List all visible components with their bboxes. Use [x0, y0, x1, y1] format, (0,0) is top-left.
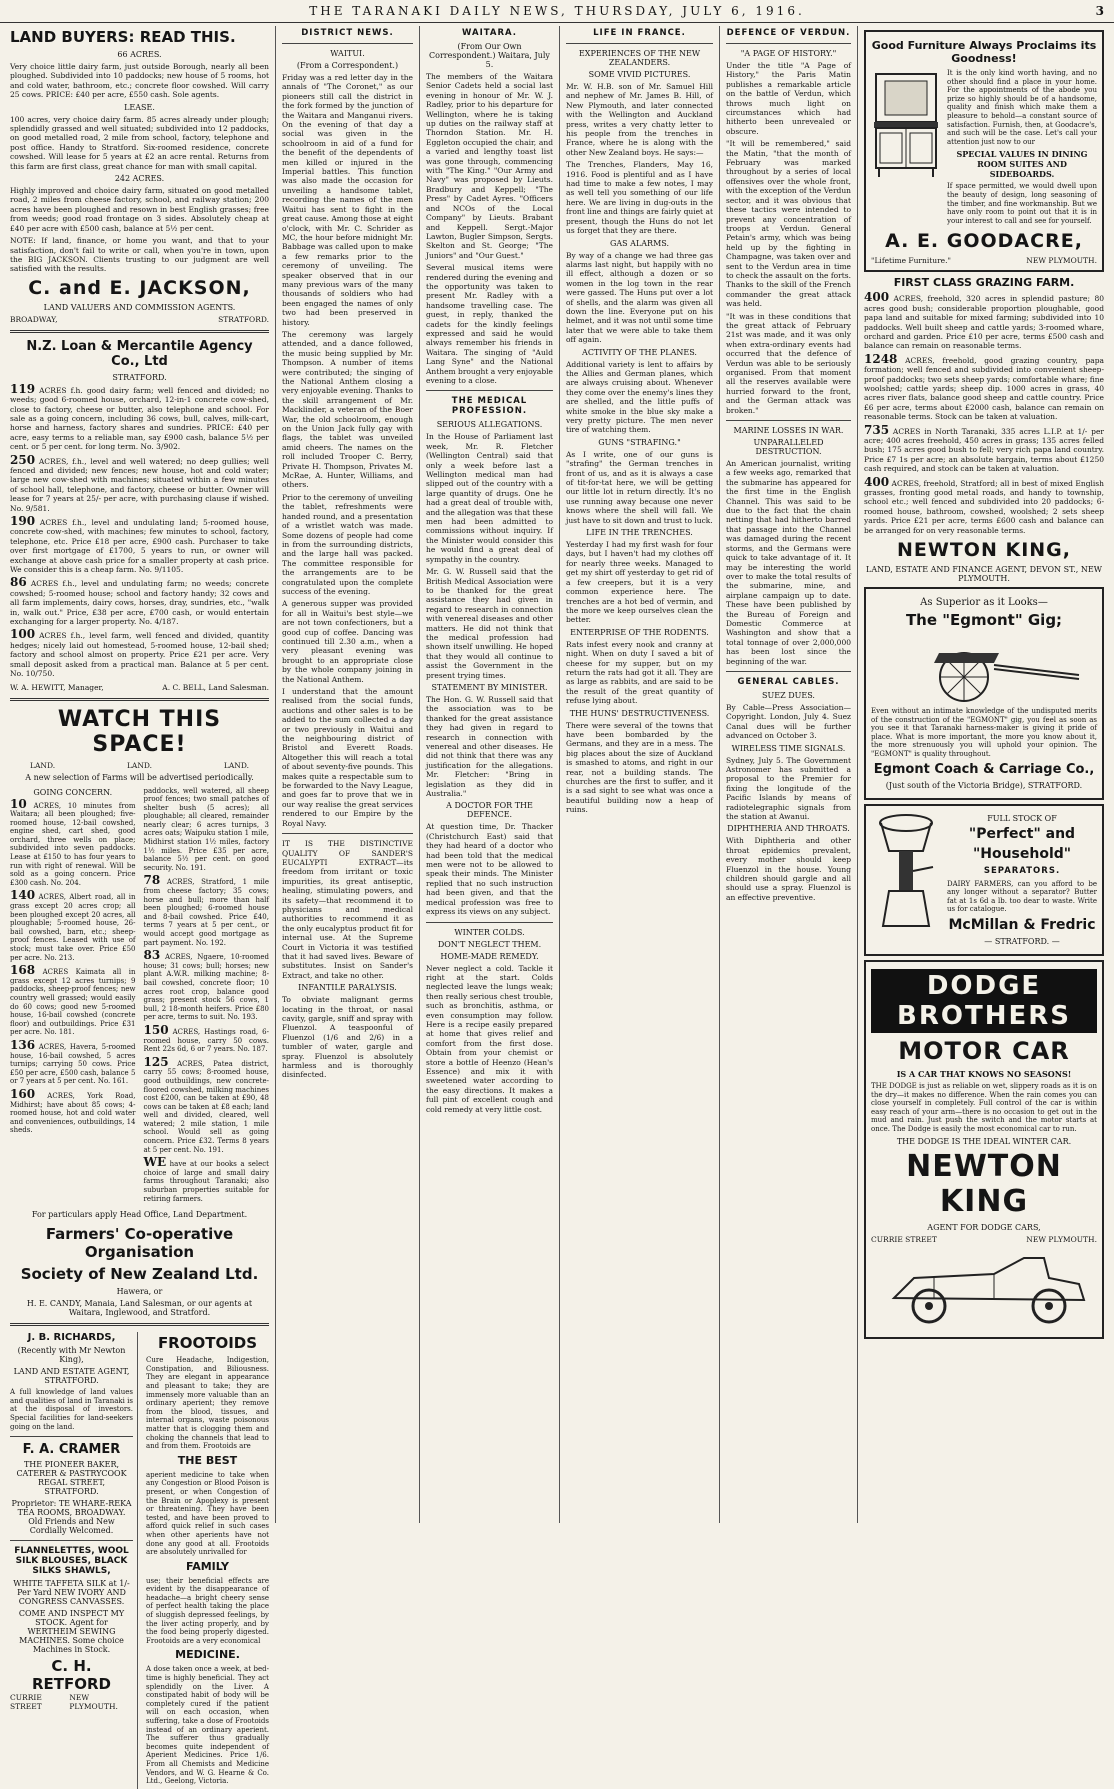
france-heading: LIFE IN FRANCE. [593, 28, 686, 38]
article-paragraph: The members of the Waitara Senior Cadets held a social last evening in honour of Mr. W. J. Radley, prior to his departure for Wellington, where he is taking up duties on the railway staff at Thorndon Station. Mr. H. Eggleton occupied the chair, and a varied and lengthy toast list was gone through, commencing with "The King." "Our Army and Navy" was proposed by Lieuts. Bradbury and Keppell; "The Press" by Cadet Ayres. "Officers and NCOs of the Local Company" by Lieuts. Brabant and Keppell. Sergt.-Major Lawton, Bugler Simpson, Sergts. Skelton and St. George; "The Juniors" and "Our Guest." [426, 72, 553, 260]
gas-text: By way of a change we had three gas alarms last night, but happily with no ill effect, although a dozen or so women in the log town in the rear were gassed. The Huns put over a lot of shells, and the alarm was given all down the line. Everyone put on his helmet, and it was not until some time later that we were able to take them off again. [566, 250, 713, 345]
grazing-heading: FIRST CLASS GRAZING FARM. [893, 276, 1075, 290]
egmont-ad [864, 587, 1104, 800]
article-paragraph: Mr. G. W. Russell said that the British Medical Association were to be thanked for the great assistance they had given in regard to research in connection with venereal diseases and other matters. He did not think that the medical profession had shown itself unwilling. He hoped that they would all continue to assist the Government in the present trying times. [426, 567, 553, 680]
marine-text: An American journalist, writing a few weeks ago, remarked that the submarine has appeared for the first time in the English Channel. This was said to be due to the fact that the chain netting that had hitherto barred that passage into the Channel was damaged during the recent storms, and the Germans were quick to take advantage of it. It may be interesting the world over to make the total results of the submarine, mine, and airplane campaign up to date. These have been published by the Bureau of Foreign and Domestic Commerce at Washington and show that a total tonnage of over 2,000,000 has been lost since the beginning of the war. [726, 459, 851, 666]
watch-listings [10, 785, 269, 1208]
listing: 83 ACRES, Ngaere, 10-roomed house; 31 cows; bull; horses; new plant A.W.R. milking machine; 8-bail cowshed, concrete floor; 10 acres root crop, balance good grass; present stock 56 cows, 1 bull, 2 18-month heifers. Price £80 per acre, terms to suit. No. 193. [143, 948, 269, 1022]
going-concern: GOING CONCERN. [33, 787, 113, 797]
land-word: LAND. [126, 760, 153, 770]
statement-heading: STATEMENT BY MINISTER. [431, 682, 548, 692]
nzloan-listings [10, 381, 269, 679]
nzloan-sub: STRATFORD. [112, 372, 167, 382]
bottom-ads [10, 1332, 269, 1789]
statement-text: The Hon. G. W. Russell said that the association was to be thanked for the great assistance they had given in regard to research in connection with venereal and other diseases. He did not think that there was any justification for the allegations. Mr. Fletcher: "Bring in legislation as they did in Australia." [426, 694, 553, 799]
column-advertisements [858, 26, 1110, 1523]
listing: 160 ACRES, York Road, Midhirst; have about 85 cows; 4-roomed house, hot and cold water and conveniences, outbuildings, 14 sheds. [10, 1086, 136, 1135]
planes-text: Additional variety is lent to affairs by the Allies and German planes, which are always cruising about. Whenever they come over the enemy's lines they are shelled, and the little puffs of white smoke in the blue sky make a very pretty picture. The men never tire of watching them. [566, 359, 713, 435]
verdun-heading: DEFENCE OF VERDUN. [726, 28, 851, 38]
enterprise-heading: ENTERPRISE OF THE RODENTS. [570, 627, 709, 637]
winter-sub-2: HOME-MADE REMEDY. [440, 951, 539, 961]
retford-address [10, 1693, 133, 1711]
land-word: LAND. [223, 760, 249, 770]
richards-sub: (Recently with Mr Newton King), [17, 1346, 126, 1365]
watch-intro: A new selection of Farms will be advertised periodically. [25, 772, 254, 782]
column-district-news [276, 26, 420, 1523]
mcmillan-town: — STRATFORD. — [984, 937, 1060, 946]
gig-illustration [884, 633, 1084, 703]
article-paragraph: Under the title "A Page of History," the Paris Matin publishes a remarkable article on the battle of Verdun, which throws much light on circumstances which had hitherto been unrevealed or obscure. [726, 61, 851, 136]
a66-title: 66 ACRES. [117, 50, 162, 59]
guns-heading: GUNS "STRAFING." [598, 437, 681, 447]
verdun-sub: "A PAGE OF HISTORY." [740, 49, 837, 58]
retford-street: CURRIE STREET [10, 1693, 42, 1712]
jackson-sub: LAND VALUERS AND COMMISSION AGENTS. [43, 302, 236, 312]
motor-ideal: THE DODGE IS THE IDEAL WINTER CAR. [896, 1136, 1072, 1146]
infantile-text: To obviate malignant germs locating in the throat, or nasal cavity, gargle, sniff and spray with Fluenzol. A teaspoonful of Fluenzol (1/6 and 2/6) in a tumbler of water, gargle and spray. Fluenzol is absolutely harmless and is thoroughly disinfected. [282, 995, 413, 1080]
sanders-ad: IT IS THE DISTINCTIVE QUALITY OF SANDER'S EUCALYPTI EXTRACT—its freedom from irritant or toxic impurities, its great antiseptic, healing, stimulating powers, and its safety—that recommend it to physicians and medical authorities to recommend it as the only eucalyptus product fit for internal use. At the Supreme Court in Victoria it was testified that it had saved lives. Beware of substitutes. Insist on Sander's Extract, and take no other. [282, 839, 413, 980]
article-paragraph: A generous supper was provided for all in Waitui's best style—we are not town confectioners, but a good cup of coffee. Dancing was continued till 2.30 a.m., when a very pleasant evening was brought to an appropriate close by the whole company joining in the National Anthem. [282, 599, 413, 684]
flannel-text-2: COME AND INSPECT MY STOCK. Agent for WERTHEIM SEWING MACHINES. Some choice Machines in Stock. [18, 1609, 125, 1655]
lease-text: 100 acres, very choice dairy farm. 85 acres already under plough; splendidly grassed and well situated; subdivided into 12 paddocks, on good metalled road, 2 mile from school, factory, telephone and post office. Handy to Stratford. Six-roomed residence, concrete cowshed. Will lease for 5 years at £2 an acre rental. Returns from this farm are first class, great chance for man with small capital. [10, 114, 269, 171]
newton-king-heading: NEWTON KING, [897, 539, 1071, 562]
lease-title: LEASE. [124, 102, 155, 112]
farmers-signature: H. E. CANDY, Manaia, Land Salesman, or our agents at Waitara, Inglewood, and Stratford. [26, 1299, 253, 1318]
guns-text: As I write, one of our guns is "strafing" the German trenches in front of us, and as it is always a case of tit-for-tat here, we will be getting our little lot in return directly. It's no use running away because one never knows where the shell will fall. We just have to sit down and trust to luck. [566, 449, 713, 525]
jackson-name: C. and E. JACKSON, [28, 276, 251, 299]
article-paragraph: I understand that the amount realised from the social funds, auctions and other sales is to be added to the sum collected a day or two previously in Waitui and the neighbouring district of Bristol and Everett Roads. Altogether this will reach a total of about seventy-five pounds. This makes quite a respectable sum to be forwarded to the Navy League, and goes far to prove that we in our way realise the great services rendered to our Empire by the Royal Navy. [282, 687, 413, 828]
furniture-heading: Good Furniture Always Proclaims its Goodness! [871, 39, 1097, 65]
gas-heading: GAS ALARMS. [609, 238, 669, 248]
enterprise-text: Rats infest every nook and cranny at night. When on duty I saved a bit of cheese for my supper, but on my return the rats had got it all. They are as large as rabbits, and are said to be the result of the great quantity of refuse lying about. [566, 639, 713, 706]
france-sub: EXPERIENCES OF THE NEW ZEALANDERS. [578, 49, 701, 67]
separator-perfect: "Perfect" and [968, 825, 1076, 842]
goodacre-town: NEW PLYMOUTH. [1026, 256, 1097, 266]
article-paragraph: Several musical items were rendered during the evening and the opportunity was taken to present Mr. Radley with a handsome travelling case. The guest, in reply, thanked the cadets for the kindly feelings expressed and said he would always remember his friends in Waitara. The singing of "Auld Lang Syne" and the National Anthem brought a very enjoyable evening to a close. [426, 263, 553, 385]
marine-heading: MARINE LOSSES IN WAR. [733, 426, 844, 436]
nzloan-heading: N.Z. Loan & Mercantile Agency Co., Ltd [26, 338, 253, 369]
listing: 250 ACRES, f.h., level and well watered; no deep gullies; well fenced and divided; new fences; new house, hot and cold water; large new cow-shed with machines; situated within a few minutes of school hall, telephone, and factory, cheese or butter. Owner will lease for 7 years at 25/- per acre, with purchasing clause if wished. No. 9/581. [10, 452, 269, 513]
listing: 168 ACRES Kaimata all in grass except 12 acres turnips; 9 paddocks, sheep-proof fences; new country well grassed; would easily do 60 cows; good new 5-roomed house, 16-bail cowshed (concrete floor) and outbuildings. Price £31 per acre. No. 181. [10, 963, 136, 1037]
retford-town: NEW PLYMOUTH. [69, 1693, 118, 1712]
newton-king-dodge-sub: AGENT FOR DODGE CARS, [927, 1222, 1041, 1232]
trenches-heading: LIFE IN THE TRENCHES. [586, 528, 693, 538]
farmers-heading-2: Society of New Zealand Ltd. [20, 1265, 259, 1284]
masthead-title: THE TARANAKI DAILY NEWS, THURSDAY, JULY 6, 1916. [309, 4, 805, 18]
medical-heading: THE MEDICAL PROFESSION. [451, 396, 528, 417]
flannel-text: WHITE TAFFETA SILK at 1/- Per Yard NEW IVORY AND CONGRESS CANVASSES. [13, 1579, 130, 1607]
salesman-name: A. C. BELL, Land Salesman. [162, 682, 269, 692]
farmers-sub: Hawera, or [116, 1287, 163, 1297]
dodge-street: CURRIE STREET [871, 1234, 937, 1244]
separator-full: FULL STOCK OF [987, 813, 1057, 823]
waitui-heading: WAITUI. [330, 49, 365, 58]
frootoids-family: FAMILY [185, 1559, 230, 1573]
motor-sub: IS A CAR THAT KNOWS NO SEASONS! [896, 1069, 1072, 1079]
column-waitara [420, 26, 560, 1523]
article-paragraph: Friday was a red letter day in the annals of "The Coronet," as our pioneers still call the district in the fork formed by the junction of the Waitara and Manganui rivers. On the evening of that day a social was given in the schoolroom in aid of a fund for the benefit of the dependents of men killed or injured in the Imperial battles. This function was also made the occasion for unveiling a handsome tablet, recording the names of the men Waitui has sent to fight in the great cause. Among those at eight o'clock, with Mr. C. Schrider as MC, the hour before midnight Mr. Babbage was called upon to make a few remarks prior to the ceremony of unveiling. The speaker observed that in our many previous wars of the many thousands of soldiers who had been engaged the names of only two had been preserved in history. [282, 73, 413, 327]
goodacre-ad [864, 30, 1104, 272]
nzloan-signature [10, 683, 269, 692]
mcmillan-name: McMillan & Fredric [948, 917, 1096, 933]
winter-sub: DON'T NEGLECT THEM. [437, 939, 542, 949]
frootoids-text-1: Cure Headache, Indigestion, Constipation, and Biliousness. They are elegant in appearance and pleasant to take; they are immensely more valuable than an ordinary aperient; they remove from the blood, tissues, and internal organs, waste poisonous matter that is clogging them and choking the channels that lead to and from them. Frootoids are [146, 1356, 269, 1451]
listing: 1248 ACRES, freehold, good grazing country, papa formation; well fenced and subdivided into convenient sheep-proof paddocks; two sets sheep yards; comfortable whare; fine woolshed; cattle yards; sheep dip. 1000 acres in grass, 40 acres river flats, balance good sheep and cattle country. Price £6 per acre, terms about £2000 cash, balance can remain on reasonable terms. Stock can be taken at valuation. [864, 351, 1104, 422]
suez-heading: SUEZ DUES. [762, 690, 815, 700]
listing: 78 ACRES, Stratford, 1 mile from cheese factory; 35 cows; horse and bull; more than half been ploughed; 6-roomed house and 8-bail cowshed. Price £40, terms 7 years at 5 per cent., or would accept good mortgage as part payment. No. 192. [143, 873, 269, 947]
goodacre-slogan: "Lifetime Furniture." [871, 256, 951, 266]
article-paragraph: The Trenches, Flanders, May 16, 1916. Food is plentiful and as I have had time to make a few notes, I may as well tell you something of our life here. We are living in dug-outs in the front line and things are fairly quiet at present, though the Huns do not let us forget that they are there. [566, 160, 713, 236]
dodge-ad [864, 960, 1104, 1339]
land-buyers-heading: LAND BUYERS: READ THIS. [10, 28, 236, 46]
a242-text: Highly improved and choice dairy farm, situated on good metalled road, 2 miles from cheese factory, school, and railway station; 200 acres have been ploughed and resown in best English grasses; free from weeds; good road frontage on 3 sides. Absolutely cheap at £40 per acre with £500 cash, balance at 5½ per cent. [10, 186, 269, 233]
huns-text: There were several of the towns that have been bombarded by the Germans, and they are in a mess. The big places about the size of Auckland is smashed to atoms, and right in our rear, not a building stands. The churches are the first to suffer, and it is a sad sight to see what was once a beautiful building now a heap of ruins. [566, 720, 713, 815]
jackson-address-right: STRATFORD. [218, 314, 269, 324]
motor-text: THE DODGE is just as reliable on wet, slippery roads as it is on the dry—it makes no difference. When the rain comes you can close yourself in completely. Full control of the car is within easy reach of your arm—there is no occasion to get out in the mud and rain. Just push the switch and the motor starts at once. The Dodge is easily the most economical car to run. [871, 1082, 1097, 1133]
listing: 735 ACRES in North Taranaki, 335 acres L.I.P. at 1/- per acre; 400 acres freehold, 450 acres in grass; 135 acres felled bush; 175 acres good bush to fell; very rich papa land country. Price £7 1s per acre; an absolute bargain, terms about £1250 cash required, and stock can be taken at valuation. [864, 422, 1104, 474]
sideboard-illustration [871, 69, 941, 179]
winter-text: Never neglect a cold. Tackle it right at the start. Colds neglected leave the lungs weak; then really serious chest trouble, such as bronchitis, asthma, or even consumption may follow. Here is a recipe easily prepared at home that gives relief and comfort from the first dose. Obtain from your chemist or store a bottle of Heenzo (Hean's Essence) and mix it with sweetened water according to the easy directions. It makes a full pint of excellent cough and cold remedy at very little cost. [426, 963, 553, 1114]
diph-heading: DIPHTHERIA AND THROATS. [727, 824, 850, 834]
waitara-from: (From Our Own Correspondent.) Waitara, July 5. [429, 42, 550, 69]
listing: 125 ACRES, Patea district, carry 55 cows; 8-roomed house, good outbuildings, new concrete-floored cowshed, milking machines cost £200, can be taken at £90, 48 cows can be taken at £8 each; land well and divided, cleared, well watered; 2 mile station, 1 mile school. Would sell as going concern. Price £32. Terms 8 years at 5 per cent. No. 191. [143, 1054, 269, 1154]
egmont-company: Egmont Coach & Carriage Co., [873, 761, 1095, 777]
jackson-note: NOTE: If land, finance, or home you want, and that to your satisfaction, don't fail to write or call, when you're in town, upon the BIG JACKSON. Clients trusting to our judgment are well satisfied with the results. [10, 236, 269, 274]
winter-heading: WINTER COLDS. [454, 927, 525, 937]
frootoids-medicine: MEDICINE. [175, 1648, 240, 1662]
a66-text: Very choice little dairy farm, just outside Borough, nearly all been ploughed. Subdivided into 10 paddocks; new house of 5 rooms, hot and cold water, bathroom, etc.; concrete floor cowshed. Will carry 25 cows. PRICE: £40 per acre, £550 cash. Sole agents. [10, 62, 269, 100]
listing: WE have at our books a select choice of large and small dairy farms throughout Taranaki; also suburban properties suitable for retiring farmers. [143, 1155, 269, 1203]
listing: 10 ACRES, 10 minutes from Waitara; all been ploughed; five-roomed house, 12-bail cowshed, engine shed, cart shed, good orchard, three wells on place; subdivided into seven paddocks. Lease at £150 to has four years to run with right of renewal. Will be sold as a going concern. Price £300 cash. No. 204. [10, 796, 136, 887]
doctor-heading: A DOCTOR FOR THE DEFENCE. [446, 801, 533, 820]
richards-name: J. B. RICHARDS, [27, 1332, 116, 1344]
jackson-address [10, 315, 269, 324]
waitui-from: (From a Correspondent.) [296, 61, 399, 70]
article-paragraph: "It was in these conditions that the great attack of February 21st was made, and it was only when extra-ordinary events had occurred that the defence of Verdun was able to be seriously organised. From that moment all the reserves available were hurried forward to the front, and the German attack was broken." [726, 311, 851, 415]
a242-title: 242 ACRES. [114, 174, 165, 184]
listing: 400 ACRES, freehold, Stratford; all in best of mixed English grasses, fronting good metal roads, and handy to township, school etc.; well fenced and subdivided into 20 paddocks; 6-roomed house, bathroom, cowshed, woolshed; 2 sets sheep yards. Price £21 per acre, terms £600 cash and balance can be arranged for on very reasonable terms. [864, 474, 1104, 535]
frootoids-best: THE BEST [177, 1453, 238, 1467]
wireless-text: Sydney, July 5. The Government Astronomer has submitted a proposal to the Premier for fixing the longitude of the Pacific Islands by means of radiotelegraphic signals from the station at Awanui. [726, 755, 851, 822]
furniture-special: SPECIAL VALUES IN DINING ROOM SUITES AND SIDEBOARDS. [956, 149, 1088, 180]
listing: 100 ACRES f.h., level farm, well fenced and divided, quantity hedges; nicely laid out homestead, 5-roomed house, 12-bail shed; factory and school almost on property. Price £21 per acre. Very small deposit asked from a practical man. Balance at 5 per cent. No. 10/750. [10, 627, 269, 679]
richards-text: A full knowledge of land values and qualities of land in Taranaki is at the disposal of investors. Special facilities for land-seekers going on the land. [10, 1388, 133, 1431]
listing: 119 ACRES f.h. good dairy farm; well fenced and divided; no weeds; good 6-roomed house, orchard, 12-in-1 concrete cow-shed, close to factory, cheese or butter, also telephone and school. For sale as a going concern, including 36 cows, bull, calves, milk-cart, horse and harness, factory shares and sundries. PRICE: £40 per acre, easy terms to a reliable man, say £900 cash, balance 5½ per cent. or 5 per cent. for long term. No. 3/902. [10, 381, 269, 452]
separator-word: SEPARATORS. [983, 865, 1061, 876]
egmont-text: Even without an intimate knowledge of the undisputed merits of the construction of the "EGMONT" gig, you feel as soon as you see it that Taranaki harness-maker is giving it pride of place. What is more important, the more you know about it, the more strenuously you will uphold your opinion. The "EGMONT" is quality throughout. [871, 707, 1097, 759]
france-sub-2: SOME VIVID PICTURES. [588, 70, 691, 79]
doctor-text: At question time, Dr. Thacker (Christchurch East) said that they had heard of a doctor who had been told that the medical men were not to be allowed to speak their minds. The Minister replied that no such instruction had been given, and that the medical profession was free to express its views on any subject. [426, 822, 553, 917]
wireless-heading: WIRELESS TIME SIGNALS. [731, 743, 846, 753]
listing: 400 ACRES, freehold, 320 acres in splendid pasture; 80 acres good bush; considerable proportion ploughable, good papa land and suitable for mixed farming; subdivided into 10 paddocks. Well built sheep and cattle yards; 3-roomed whare, orchard and garden. Price £10 per acre, terms £500 cash and balance can remain on reasonable terms. [864, 290, 1105, 351]
furniture-text: It is the only kind worth having, and no other should find a place in your home. For the appointments of the abode you prize so highly should be of a handsome, quality and finish which make them a pleasure to behold—a constant source of satisfaction. Furnish, then, at Goodacre's, and such will be the case. Let's call your attention just now to our [947, 69, 1097, 146]
egmont-address: (Just south of the Victoria Bridge), STRATFORD. [885, 780, 1083, 790]
watch-heading: WATCH THIS SPACE! [57, 706, 222, 757]
newton-king-dodge-address [871, 1235, 1097, 1244]
flannel-heading: FLANNELETTES, WOOL SILK BLOUSES, BLACK SILKS SHAWLS, [14, 1546, 129, 1577]
column-classifieds [4, 26, 276, 1786]
cramer-prop: Proprietor: TE WHARE-REKA TEA ROOMS, BROADWAY. Old Friends and New Cordially Welcomed. [11, 1499, 132, 1536]
planes-heading: ACTIVITY OF THE PLANES. [582, 347, 697, 357]
article-paragraph: Prior to the ceremony of unveiling the tablet, refreshments were handed round, and a presentation of a wristlet watch was made. Some dozens of people had come in from the surrounding districts, and the large hall was packed. The committee responsible for the arrangements are to be congratulated upon the complete success of the evening. [282, 492, 413, 596]
cramer-sub: THE PIONEER BAKER, CATERER & PASTRYCOOK REGAL STREET, STRATFORD. [16, 1460, 127, 1497]
article-paragraph: In the House of Parliament last week, Mr. R. Fletcher (Wellington Central) said that only a week before last a Wellington medical man had slipped out of the country with a large quantity of drugs. One he had a great deal of trouble with, and the allegation was that these men had been admitted to commissions without inquiry. If the Minister would consider this he would find a great deal of sympathy in the country. [426, 432, 553, 564]
listing: 190 ACRES f.h., level and undulating land; 5-roomed house, concrete cow-shed, with machines; few minutes to school, factory, telephone, etc. Price £18 per acre, £900 cash. Purchaser to take over first mortgage of £1700, 5 years to run, or owner will exchange at above cash price for a smaller property at cash price. We consider this is a cheap farm. No. 9/1105. [10, 514, 269, 575]
newton-king-sub: LAND, ESTATE AND FINANCE AGENT, DEVON ST., NEW PLYMOUTH. [866, 565, 1102, 584]
motor-car-illustration [874, 1248, 1094, 1328]
goodacre-footer [871, 256, 1097, 265]
district-news-heading: DISTRICT NEWS. [301, 28, 394, 38]
egmont-tagline: As Superior as it Looks— [920, 597, 1048, 609]
listing: paddocks, well watered, all sheep proof fences; two small patches of shelter bush (5 acres); all ploughable; all cleared, remainder nearly clear; 6 acres turnips, 3 acres oats; Waipuku station 1 mile, Midhirst station 1½ miles, factory 1½ miles. Price £35 per acre, balance 5½ per cent. on good security. No. 191. [143, 786, 269, 872]
frootoids-heading: FROOTOIDS [157, 1334, 258, 1353]
waitara-heading: WAITARA. [462, 28, 517, 38]
column-life-in-france [560, 26, 720, 1523]
column-verdun [720, 26, 858, 1523]
land-words [10, 761, 269, 770]
trenches-text: Yesterday I had my first wash for four days, but I haven't had my clothes off for nearly three weeks. Managed to get my shirt off yesterday to get rid of a few creepers, but it is a very common experience here. The trenches are a hot bed of vermin, and the more we keep ourselves clean the better. [566, 540, 713, 625]
serious-heading: SERIOUS ALLEGATIONS. [436, 420, 543, 430]
infantile-heading: INFANTILE PARALYSIS. [298, 983, 397, 993]
article-paragraph: "It will be remembered," said the Matin, "that the month of February was marked throughout by a series of local offensives over the whole front, with the exception of the Verdun sector, and it was obvious that these tactics were intended to prevent any concentration of troops at Verdun. General Petain's army, which was being held up by the fighting in Champagne, was taken over and sent to the Verdun area in time to check the assault on the forts. Thanks to the skill of the French commander the great attack was held. [726, 139, 851, 309]
furniture-text-2: If space permitted, we would dwell upon the beauty of design, long seasoning of the timber, and fine workmanship. But we have only room to point out that it is in your interest to call and see for yourself. [947, 182, 1097, 225]
diph-text: With Diphtheria and other throat epidemics prevalent, every mother should keep Fluenzol in the house. Young children should gargle and all should use a spray. Fluenzol is an effective preventive. [726, 836, 851, 902]
frootoids-text-3: use; their beneficial effects are evident by the disappearance of headache—a bright cheery sense of perfect health taking the place of sluggish depressed feelings, by the liver acting properly, and by the food being properly digested. Frootoids are a very economical [146, 1576, 269, 1645]
motor-car-heading: MOTOR CAR [898, 1037, 1070, 1065]
frootoids-text-2: aperient medicine to take when any Congestion or Blood Poison is present, or when Congestion of the Brain or Apoplexy is present or threatening. They have been tested, and have been proved to afford quick relief in such cases when other aperients have not done any good at all. Frootoids are absolutely unrivalled for [146, 1470, 269, 1557]
separator-household: "Household" [972, 845, 1072, 862]
listing: 150 ACRES, Hastings road, 6-roomed house, carry 50 cows. Rent 22s 6d, 6 or 7 years. No. 187. [143, 1022, 269, 1054]
masthead [0, 0, 1114, 23]
listing: 136 ACRES, Havera, 5-roomed house, 16-bail cowshed, 5 acres turnips; carrying 50 cows. Price £50 per acre, £500 cash, balance 5 or 7 years at 5 per cent. No. 161. [10, 1037, 136, 1086]
separator-text: DAIRY FARMERS, can you afford to be any longer without a separator? Butter fat at 1s 6d a lb. too dear to waste. Write us for catalogue. [947, 879, 1097, 914]
retford-name: C. H. RETFORD [31, 1657, 112, 1694]
dodge-heading: DODGE BROTHERS [871, 969, 1097, 1033]
article-paragraph: Mr. W. H.B. son of Mr. Samuel Hill and nephew of Mr. James B. Hill, of New Plymouth, and later connected with the Wellington and Auckland press, writes a very chatty letter to his people from the trenches in France, where he is along with the other New Zealand boys. He says:— [566, 82, 713, 157]
listing: 86 ACRES f.h., level and undulating farm; no weeds; concrete cowshed; 5-roomed house; school and factory handy; 32 cows and all farm implements, dairy cows, horses, dray, sundries, etc., "walk in, walk out." Price, £38 per acre, £700 cash, or would entertain exchanging for a larger property. No. 4/187. [10, 575, 269, 627]
cramer-name: F. A. CRAMER [22, 1442, 121, 1458]
jackson-address-left: BROADWAY, [10, 314, 58, 324]
separator-ad [864, 804, 1104, 956]
watch-footer: For particulars apply Head Office, Land Department. [31, 1210, 248, 1220]
cables-heading: GENERAL CABLES. [737, 676, 840, 687]
manager-name: W. A. HEWITT, Manager, [10, 682, 104, 692]
land-word: LAND. [30, 760, 56, 770]
page-number: 3 [1095, 4, 1104, 18]
egmont-heading: The "Egmont" Gig; [905, 611, 1063, 630]
article-paragraph: The ceremony was largely attended, and a dance followed, the music being supplied by Mr. Thompson. A number of items were contributed; the singing of the National Anthem closing a very enjoyable evening. Thanks to the skill arrangement of Mr. Macklinder, a veteran of the Boer War, the old schoolroom, enough on the Union Jack fully gay with flags, the tablet was unveiled amid cheers. The names on the roll included Trooper C. Berry, Private H. Thompson, Privates M. McRae, A. Hunter, Williams, and others. [282, 329, 413, 490]
separator-illustration [871, 811, 941, 931]
goodacre-name: A. E. GOODACRE, [885, 230, 1083, 253]
huns-heading: THE HUNS' DESTRUCTIVENESS. [569, 708, 710, 718]
farmers-heading: Farmers' Co-operative Organisation [45, 1225, 234, 1262]
newton-king-dodge: NEWTON KING [906, 1148, 1062, 1219]
listing: 140 ACRES, Albert road, all in grass except 20 acres crop; all been ploughed except 20 acres, all ploughable; 5-roomed house, 26-bail cowshed, barn, etc.; sheep-proof fences. Leased with use of stock; must take over. Price £50 per acre. No. 213. [10, 888, 136, 962]
richards-title: LAND AND ESTATE AGENT, STRATFORD. [13, 1367, 130, 1386]
marine-sub: UNPARALLELED DESTRUCTION. [753, 438, 824, 457]
suez-text: By Cable—Press Association—Copyright. London, July 4. Suez Canal dues will be further advanced on October 3. [726, 702, 851, 741]
dodge-town: NEW PLYMOUTH. [1026, 1234, 1097, 1244]
frootoids-text-4: A dose taken once a week, at bed-time is highly beneficial. They act splendidly on the Liver. A constipated habit of body will be completely cured if the patient will on each occasion, when suffering, take a dose of Frootoids instead of an ordinary aperient. The sufferer thus gradually becomes quite independent of Aperient Medicines. Price 1/6. From all Chemists and Medicine Vendors, and W. G. Hearne & Co. Ltd., Geelong, Victoria. [146, 1665, 269, 1786]
